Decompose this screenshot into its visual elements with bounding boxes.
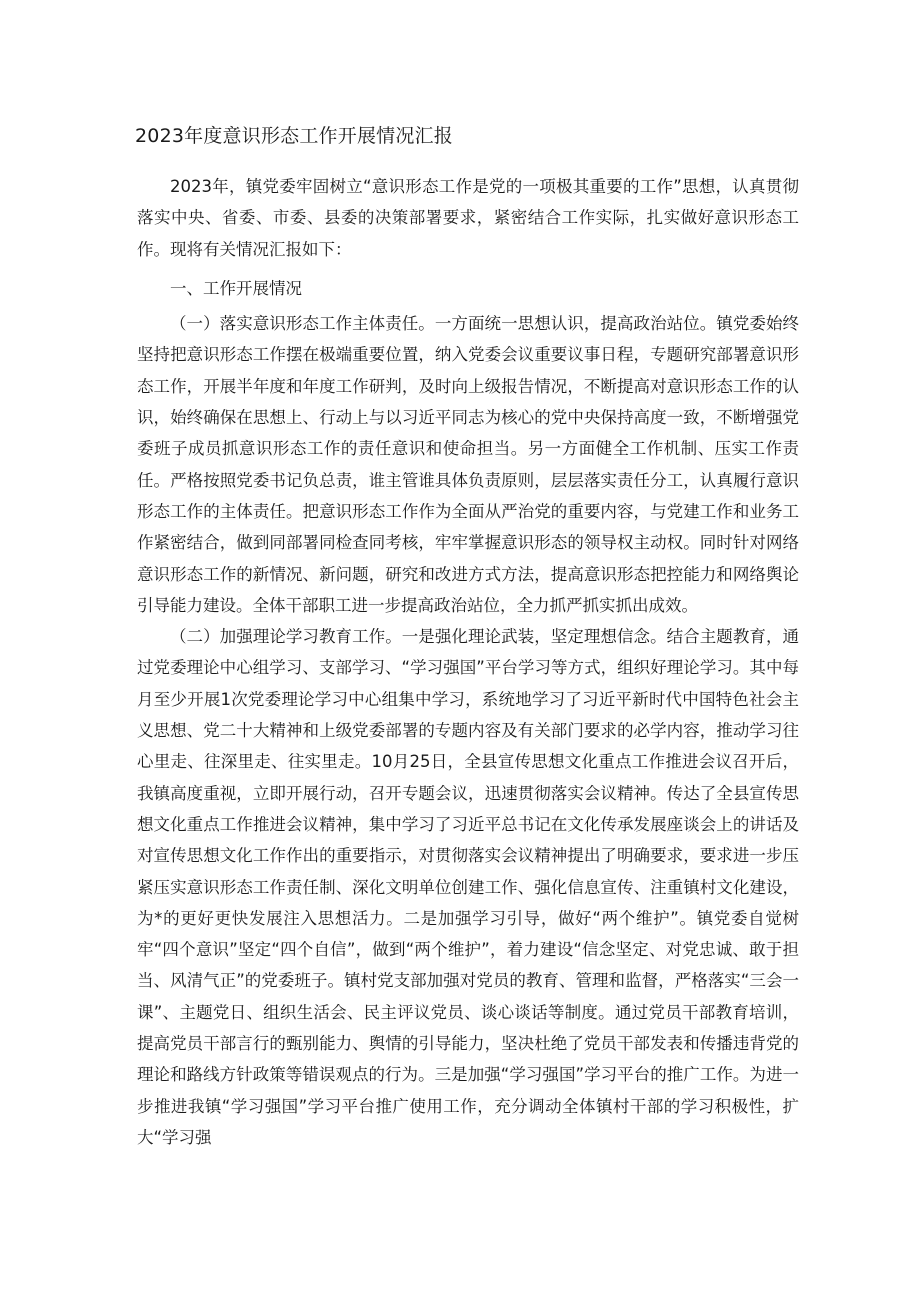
section-heading-work-progress: 一、工作开展情况 — [170, 278, 302, 298]
document-body — [137, 171, 799, 1153]
paragraph-theory-study: （二）加强理论学习教育工作。一是强化理论武装，坚定理想信念。结合主题教育，通过党委理论中心组学习、支部学习、“学习强国”平台学习等方式，组织好理论学习。其中每月至少开展1次党委理论学习中心组集中学习，系统地学习了习近平新时代中国特色社会主义思想、党二十大精神和上级党委部署的专题内容及有关部门要求的必学内容，推动学习往心里走、往深里走、往实里走。10月25日，全县宣传思想文化重点工作推进会议召开后，我镇高度重视，立即开展行动，召开专题会议，迅速贯彻落实会议精神。传达了全县宣传思想文化重点工作推进会议精神，集中学习了习近平总书记在文化传承发展座谈会上的讲话及对宣传思想文化工作作出的重要指示，对贯彻落实会议精神提出了明确要求，要求进一步压紧压实意识形态工作责任制、深化文明单位创建工作、强化信息宣传、注重镇村文化建设，为*的更好更快发展注入思想活力。二是加强学习引导，做好“两个维护”。镇党委自觉树牢“四个意识”坚定“四个自信”，做到“两个维护”，着力建设“信念坚定、对党忠诚、敢于担当、风清气正”的党委班子。镇村党支部加强对党员的教育、管理和监督，严格落实“三会一课”、主题党日、组织生活会、民主评议党员、谈心谈话等制度。通过党员干部教育培训，提高党员干部言行的甄别能力、舆情的引导能力，坚决杜绝了党员干部发表和传播违背党的理论和路线方针政策等错误观点的行为。三是加强“学习强国”学习平台的推广工作。为进一步推进我镇“学习强国”学习平台推广使用工作，充分调动全体镇村干部的学习积极性，扩大“学习强 — [137, 627, 799, 1147]
document-title: 2023年度意识形态工作开展情况汇报 — [135, 125, 453, 147]
intro-paragraph: 2023年，镇党委牢固树立“意识形态工作是党的一项极其重要的工作”思想，认真贯彻落实中央、省委、市委、县委的决策部署要求，紧密结合工作实际，扎实做好意识形态工作。现将有关情况汇报如下： — [137, 177, 799, 259]
paragraph-ideology-responsibility: （一）落实意识形态工作主体责任。一方面统一思想认识，提高政治站位。镇党委始终坚持把意识形态工作摆在极端重要位置，纳入党委会议重要议事日程，专题研究部署意识形态工作，开展半年度和年度工作研判，及时向上级报告情况，不断提高对意识形态工作的认识，始终确保在思想上、行动上与以习近平同志为核心的党中央保持高度一致，不断增强党委班子成员抓意识形态工作的责任意识和使命担当。另一方面健全工作机制、压实工作责任。严格按照党委书记负总责，谁主管谁具体负责原则，层层落实责任分工，认真履行意识形态工作的主体责任。把意识形态工作作为全面从严治党的重要内容，与党建工作和业务工作紧密结合，做到同部署同检查同考核，牢牢掌握意识形态的领导权主动权。同时针对网络意识形态工作的新情况、新问题，研究和改进方式方法，提高意识形态把控能力和网络舆论引导能力建设。全体干部职工进一步提高政治站位，全力抓严抓实抓出成效。 — [137, 314, 799, 615]
